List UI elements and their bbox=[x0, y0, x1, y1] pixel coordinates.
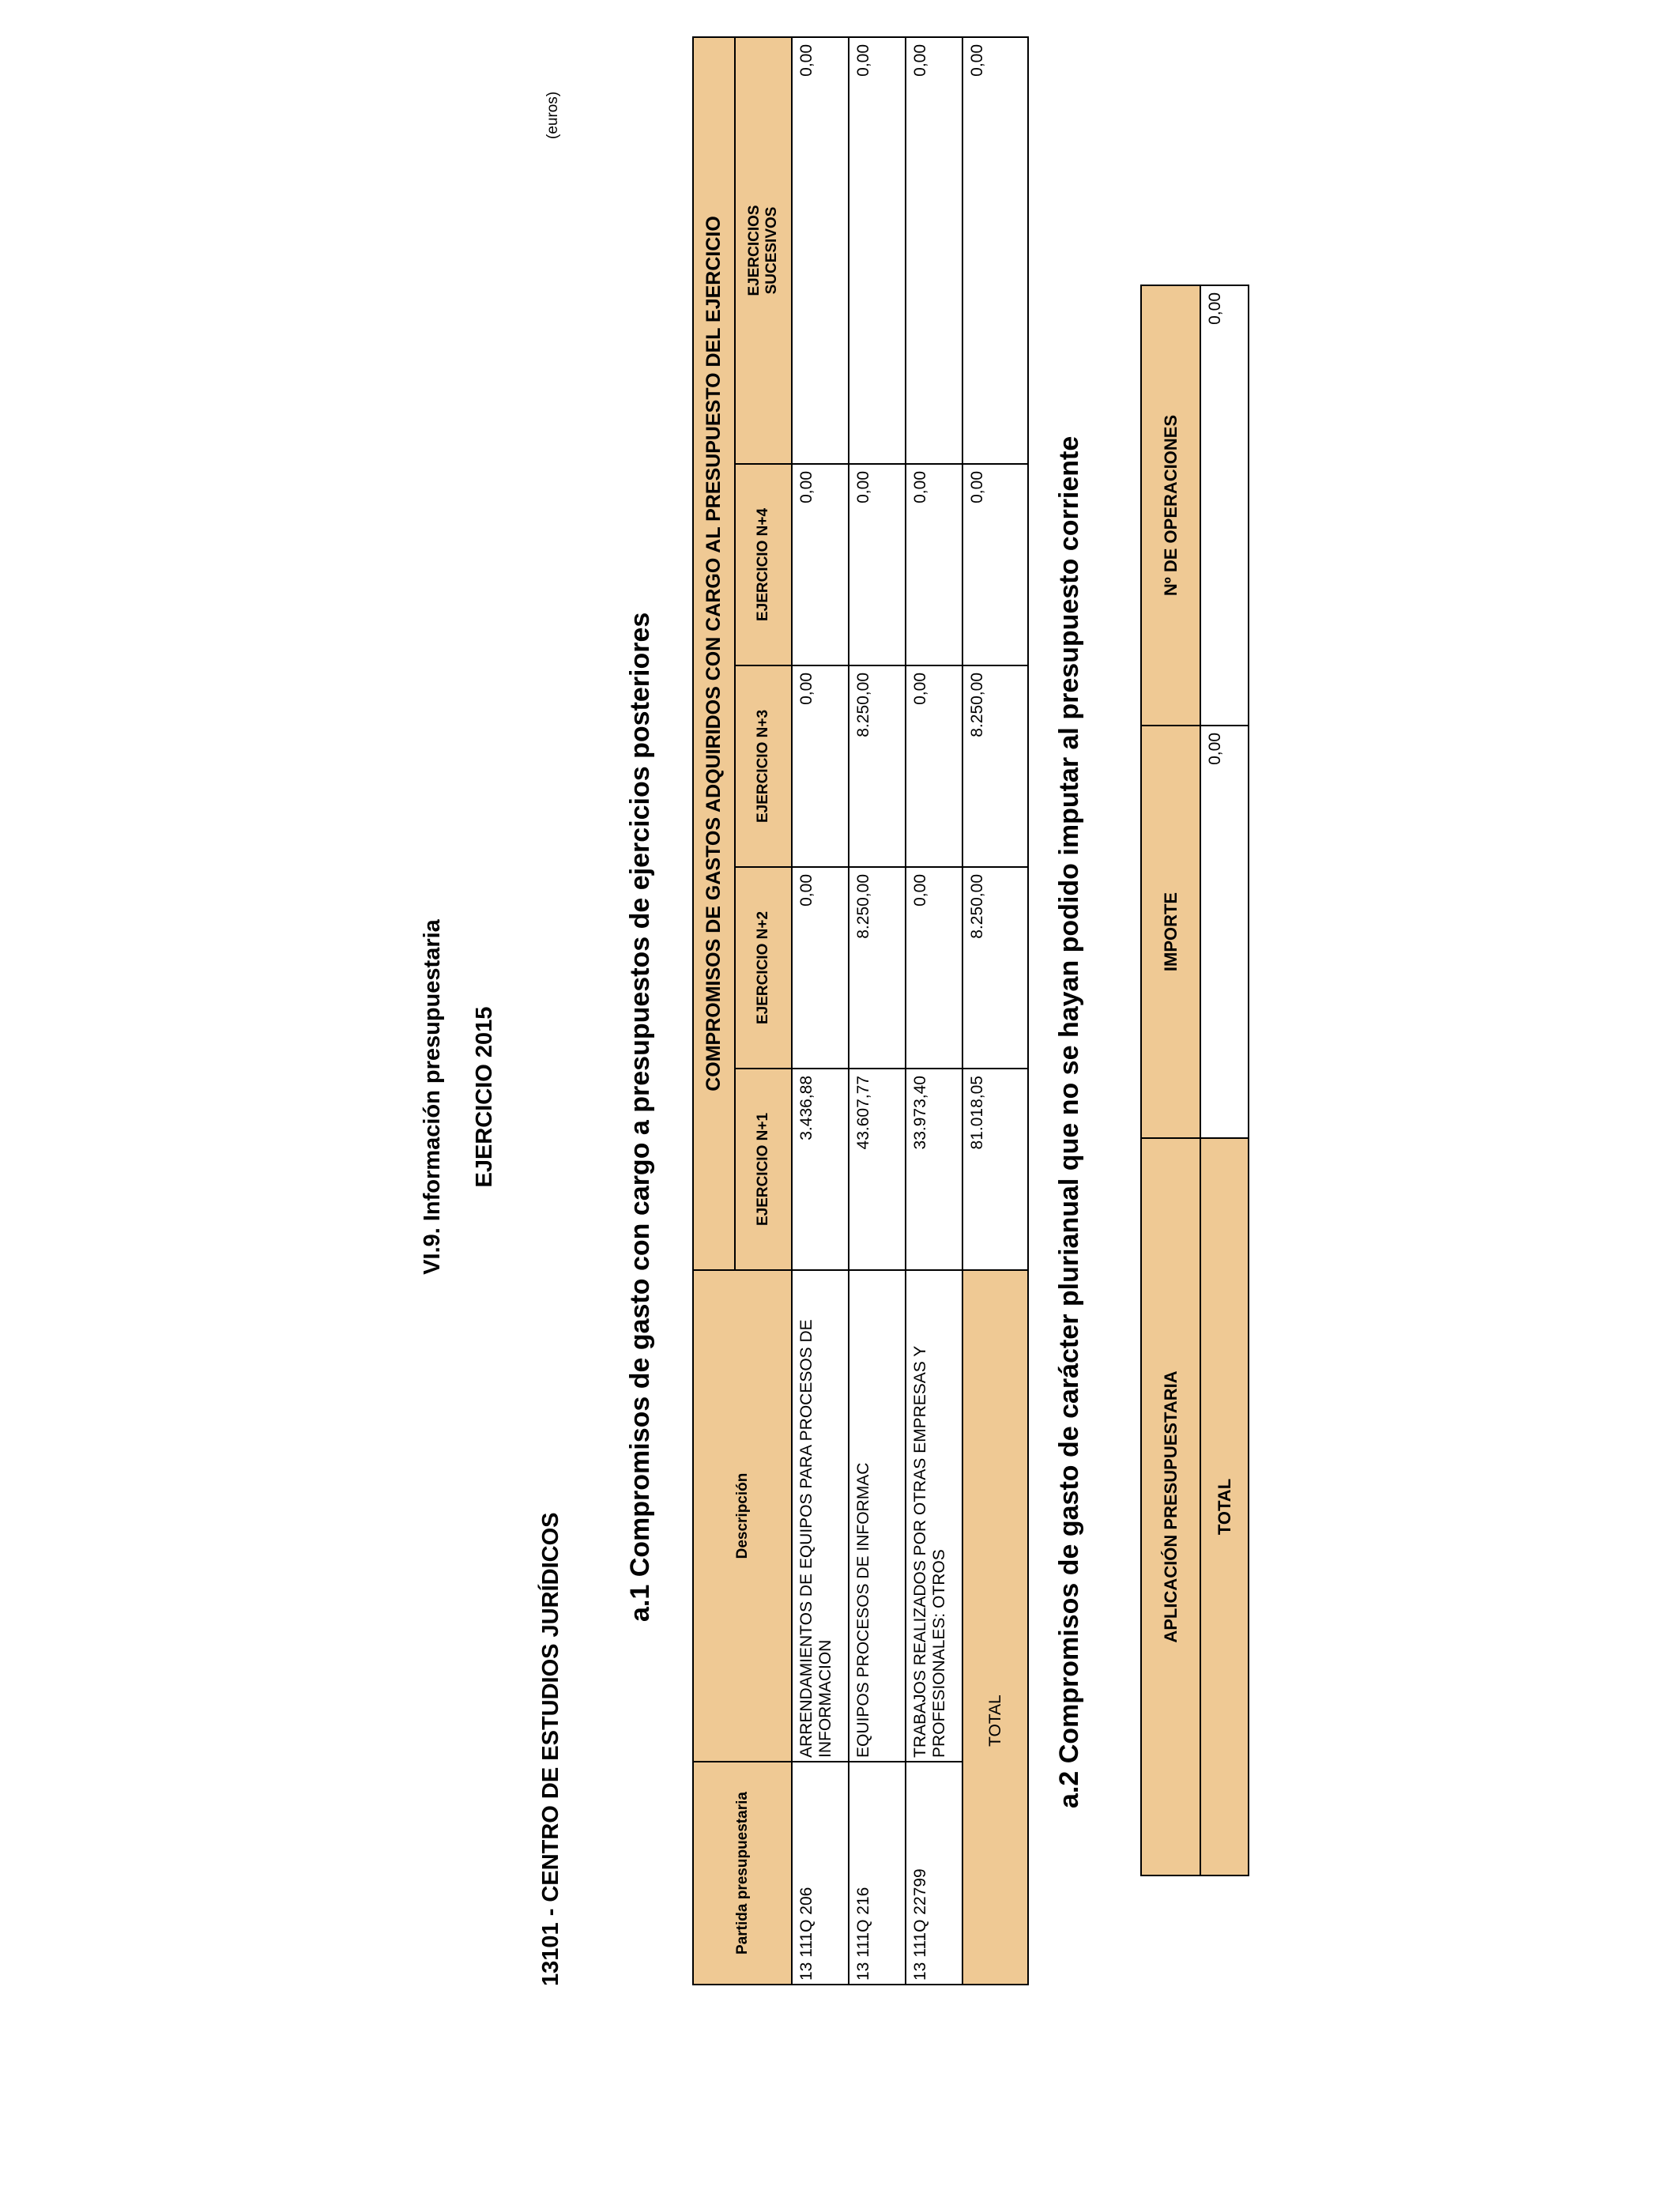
row-n2: 8.250,00 bbox=[849, 867, 906, 1069]
row-sucesivos: 0,00 bbox=[906, 37, 962, 464]
total-n2: 8.250,00 bbox=[962, 867, 1028, 1069]
row-partida: 13 111Q 22799 bbox=[906, 1762, 962, 1985]
row-n3: 8.250,00 bbox=[849, 665, 906, 867]
total-row bbox=[962, 37, 1028, 1985]
row-n3: 0,00 bbox=[906, 665, 962, 867]
units-label: (euros) bbox=[544, 91, 561, 139]
row-n1: 33.973,40 bbox=[906, 1069, 962, 1270]
row-n1: 43.607,77 bbox=[849, 1069, 906, 1270]
group-header: COMPROMISOS DE GASTOS ADQUIRIDOS CON CARGO AL PRESUPUESTO DEL EJERCICIO bbox=[693, 37, 735, 1270]
descripcion-header: Descripción bbox=[693, 1270, 792, 1762]
row-descripcion: ARRENDAMIENTOS DE EQUIPOS PARA PROCESOS DE INFORMACION bbox=[792, 1270, 849, 1762]
row-descripcion: TRABAJOS REALIZADOS POR OTRAS EMPRESAS Y PROFESIONALES: OTROS bbox=[906, 1270, 962, 1762]
row-sucesivos: 0,00 bbox=[849, 37, 906, 464]
row-n3: 0,00 bbox=[792, 665, 849, 867]
operaciones-header: Nº DE OPERACIONES bbox=[1141, 285, 1200, 726]
row-n4: 0,00 bbox=[906, 464, 962, 665]
row-n1: 3.436,88 bbox=[792, 1069, 849, 1270]
a2-total-label: TOTAL bbox=[1200, 1138, 1249, 1875]
table-row bbox=[849, 37, 906, 1985]
total-n3: 8.250,00 bbox=[962, 665, 1028, 867]
n3-header: EJERCICIO N+3 bbox=[735, 665, 792, 867]
n2-header: EJERCICIO N+2 bbox=[735, 867, 792, 1069]
total-n1: 81.018,05 bbox=[962, 1069, 1028, 1270]
total-row bbox=[1200, 285, 1249, 1875]
a2-total-importe: 0,00 bbox=[1200, 726, 1249, 1138]
partida-header: Partida presupuestaria bbox=[693, 1762, 792, 1985]
plurianual-table bbox=[1140, 285, 1249, 1876]
section-a2-heading: a.2 Compromisos de gasto de carácter plurianual que no se hayan podido imputar al presupuesto corriente bbox=[1054, 435, 1084, 1808]
row-descripcion: EQUIPOS PROCESOS DE INFORMAC bbox=[849, 1270, 906, 1762]
n1-header: EJERCICIO N+1 bbox=[735, 1069, 792, 1270]
sucesivos-header bbox=[735, 37, 792, 464]
row-sucesivos: 0,00 bbox=[792, 37, 849, 464]
row-n2: 0,00 bbox=[906, 867, 962, 1069]
row-n2: 0,00 bbox=[792, 867, 849, 1069]
sucesivos-header-line2: SUCESIVOS bbox=[763, 206, 780, 295]
aplicacion-header: APLICACIÓN PRESUPUESTARIA bbox=[1141, 1138, 1200, 1875]
importe-header: IMPORTE bbox=[1141, 726, 1200, 1138]
organization-label: 13101 - CENTRO DE ESTUDIOS JURÍDICOS bbox=[538, 1512, 563, 1986]
row-partida: 13 111Q 216 bbox=[849, 1762, 906, 1985]
a2-total-operaciones: 0,00 bbox=[1200, 285, 1249, 726]
n4-header: EJERCICIO N+4 bbox=[735, 464, 792, 665]
table-row bbox=[792, 37, 849, 1985]
commitments-table bbox=[692, 36, 1029, 1985]
total-label: TOTAL bbox=[962, 1270, 1028, 1985]
total-sucesivos: 0,00 bbox=[962, 37, 1028, 464]
page-subtitle: EJERCICIO 2015 bbox=[472, 1006, 497, 1188]
sucesivos-header-line1: EJERCICIOS bbox=[746, 205, 763, 296]
section-a1-heading: a.1 Compromisos de gasto con cargo a presupuestos de ejercicios posteriores bbox=[625, 612, 655, 1622]
table-row bbox=[906, 37, 962, 1985]
page-title: VI.9. Información presupuestaria bbox=[420, 919, 445, 1275]
row-n4: 0,00 bbox=[849, 464, 906, 665]
row-n4: 0,00 bbox=[792, 464, 849, 665]
total-n4: 0,00 bbox=[962, 464, 1028, 665]
row-partida: 13 111Q 206 bbox=[792, 1762, 849, 1985]
